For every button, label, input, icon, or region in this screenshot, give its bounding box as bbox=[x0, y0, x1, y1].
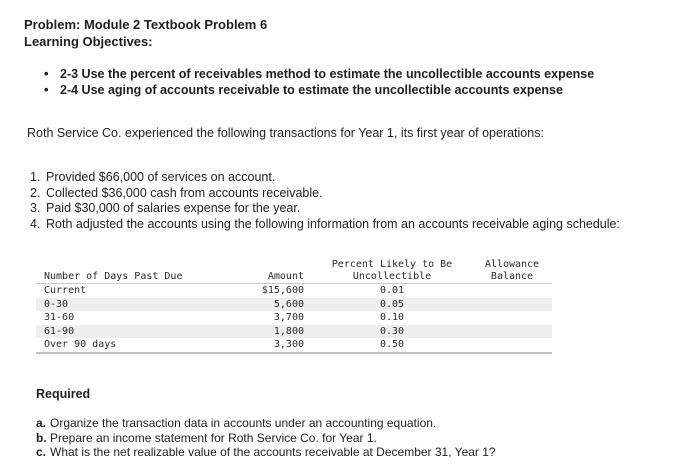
header-percent-uncollectible bbox=[312, 259, 472, 284]
header-allowance-line2: Balance bbox=[490, 271, 534, 282]
transaction-text: Collected $36,000 cash from accounts receivable. bbox=[46, 185, 323, 200]
objectives-heading: Learning Objectives: bbox=[24, 34, 153, 49]
header-allowance-line1: Allowance bbox=[484, 259, 540, 270]
table-row bbox=[36, 325, 552, 339]
cell-percent: 0.30 bbox=[312, 325, 472, 339]
table-header-row bbox=[36, 259, 552, 284]
transaction-item bbox=[30, 201, 620, 217]
cell-amount: 3,700 bbox=[273, 312, 304, 324]
cell-percent: 0.01 bbox=[379, 285, 405, 296]
header-allowance-balance bbox=[472, 259, 552, 284]
cell-percent: 0.50 bbox=[379, 339, 405, 351]
required-item bbox=[36, 445, 496, 460]
required-text: Prepare an income statement for Roth Service Co. for Year 1. bbox=[50, 430, 377, 445]
transaction-item bbox=[30, 170, 620, 186]
header-percent-line2: Uncollectible bbox=[352, 271, 432, 282]
transaction-number: 4. bbox=[30, 216, 41, 231]
transaction-text: Provided $66,000 of services on account. bbox=[46, 170, 276, 184]
transaction-number: 3. bbox=[30, 201, 41, 215]
cell-allowance bbox=[472, 325, 552, 339]
transaction-text: Roth adjusted the accounts using the following information from an accounts receivable aging schedule: bbox=[46, 216, 620, 231]
cell-amount: 3,300 bbox=[273, 339, 304, 351]
transaction-item bbox=[30, 186, 620, 202]
learning-objectives-list bbox=[44, 66, 594, 98]
problem-header bbox=[24, 16, 267, 50]
cell-amount: 1,800 bbox=[224, 325, 312, 339]
cell-allowance bbox=[472, 338, 552, 353]
cell-days: Current bbox=[44, 285, 87, 296]
aging-schedule-table bbox=[36, 259, 552, 354]
problem-intro: Roth Service Co. experienced the following transactions for Year 1, its first year of operations: bbox=[27, 126, 544, 140]
table-row bbox=[36, 311, 552, 325]
objective-item: • 2-3 Use the percent of receivables method to estimate the uncollectible accounts expense bbox=[44, 66, 594, 82]
required-item bbox=[36, 416, 496, 431]
table-row bbox=[36, 338, 552, 353]
cell-percent: 0.05 bbox=[312, 298, 472, 312]
table-row bbox=[36, 298, 552, 312]
cell-percent: 0.10 bbox=[379, 312, 405, 324]
transaction-number: 1. bbox=[30, 170, 41, 184]
objective-item: • 2-4 Use aging of accounts receivable to estimate the uncollectible accounts expense bbox=[44, 82, 594, 98]
cell-days: Over 90 days bbox=[44, 339, 117, 351]
required-item bbox=[36, 431, 496, 446]
required-letter: c. bbox=[36, 445, 47, 459]
transactions-list bbox=[30, 170, 620, 232]
transaction-number: 2. bbox=[30, 185, 41, 200]
transaction-text: Paid $30,000 of salaries expense for the year. bbox=[46, 201, 301, 215]
header-days-past-due: Number of Days Past Due bbox=[44, 271, 183, 282]
required-text: What is the net realizable value of the accounts receivable at December 31, Year 1? bbox=[50, 445, 496, 459]
header-percent-line1: Percent Likely to Be bbox=[331, 259, 453, 270]
cell-amount: $15,600 bbox=[261, 285, 304, 296]
cell-days: 0-30 bbox=[36, 298, 224, 312]
cell-allowance bbox=[472, 298, 552, 312]
required-list bbox=[36, 416, 496, 460]
required-letter: b. bbox=[36, 430, 47, 445]
transaction-item bbox=[30, 217, 620, 233]
cell-allowance bbox=[472, 284, 552, 298]
header-amount: Amount bbox=[267, 271, 304, 282]
cell-days: 61-90 bbox=[36, 325, 224, 339]
required-letter: a. bbox=[36, 416, 47, 430]
table-row bbox=[36, 284, 552, 298]
problem-title: Problem: Module 2 Textbook Problem 6 bbox=[24, 17, 268, 32]
cell-amount: 5,600 bbox=[224, 298, 312, 312]
required-text: Organize the transaction data in accounts under an accounting equation. bbox=[50, 416, 437, 430]
cell-allowance bbox=[472, 311, 552, 325]
cell-days: 31-60 bbox=[44, 312, 75, 324]
required-heading: Required bbox=[36, 387, 91, 401]
aging-schedule bbox=[36, 259, 552, 367]
